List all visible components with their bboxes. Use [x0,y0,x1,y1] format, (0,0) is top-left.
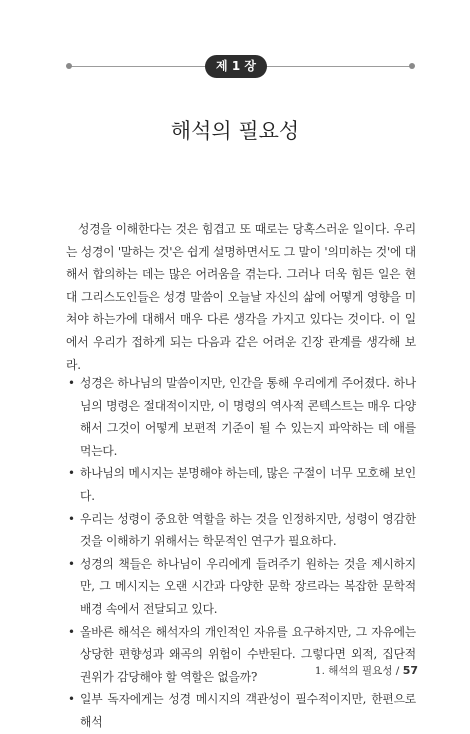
list-item-text: 성경은 하나님의 말씀이지만, 인간을 통해 우리에게 주어졌다. 하나님의 명령은 절대적이지만, 이 명령의 역사적 콘텍스트는 매우 다양해서 그것이 어떻게 보편적 기준이 될 수 있는지 파악하는 데 애를 먹는다. [80,376,416,458]
header-rule-left-dot [66,63,72,69]
page-footer [315,663,418,678]
list-item-text: 올바른 해석은 해석자의 개인적인 자유를 요구하지만, 그 자유에는 상당한 편향성과 왜곡의 위험이 수반된다. 그렇다면 외적, 집단적 권위가 감당해야 할 역할은 없을까? [80,624,416,684]
list-item-text: 하나님의 메시지는 분명해야 하는데, 많은 구절이 너무 모호해 보인다. [80,466,416,503]
page-title: 해석의 필요성 [170,119,300,143]
intro-paragraph: 성경을 이해한다는 것은 힘겹고 또 때로는 당혹스러운 일이다. 우리는 성경이 '말하는 것'은 쉽게 설명하면서도 그 말이 '의미하는 것'에 대해서 합의하는 데는 많은 어려움을 겪는다. 그러나 더욱 힘든 일은 현대 그리스도인들은 성경 말씀이 오늘날 자신의 삶에 어떻게 영향을 미쳐야 하는가에 대해서 매우 다른 생각을 가지고 있다는 것이다. 이 일에서 우리가 접하게 되는 다음과 같은 어려운 긴장 관계를 생각해 보라. [66,222,416,372]
list-item-text: 우리는 성령이 중요한 역할을 하는 것을 인정하지만, 성령이 영감한 것을 이해하기 위해서는 학문적인 연구가 필요하다. [80,511,416,549]
running-head: 1. 해석의 필요성 / [314,665,400,677]
tension-list [68,372,416,734]
bullet-icon: • [68,511,75,526]
bullet-icon: • [68,556,75,571]
list-item-text: 성경의 책들은 하나님이 우리에게 들려주기 원하는 것을 제시하지만, 그 메시지는 오랜 시간과 다양한 문학 장르라는 복잡한 문학적 배경 속에서 전달되고 있다. [80,556,416,616]
list-item [68,688,416,733]
list-item [68,508,416,553]
list-item [68,462,416,507]
list-item [68,621,416,689]
page-number: 57 [402,664,418,677]
bullet-icon: • [68,692,75,707]
list-item [68,372,416,462]
bullet-icon: • [68,376,75,390]
chapter-badge: 제 1 장 [205,55,267,78]
header-rule-right-dot [409,63,415,69]
bullet-icon: • [68,624,75,639]
list-item-text: 일부 독자에게는 성경 메시지의 객관성이 필수적이지만, 한편으로 해석 [80,692,416,729]
bullet-icon: • [68,466,75,481]
list-item [68,553,416,621]
